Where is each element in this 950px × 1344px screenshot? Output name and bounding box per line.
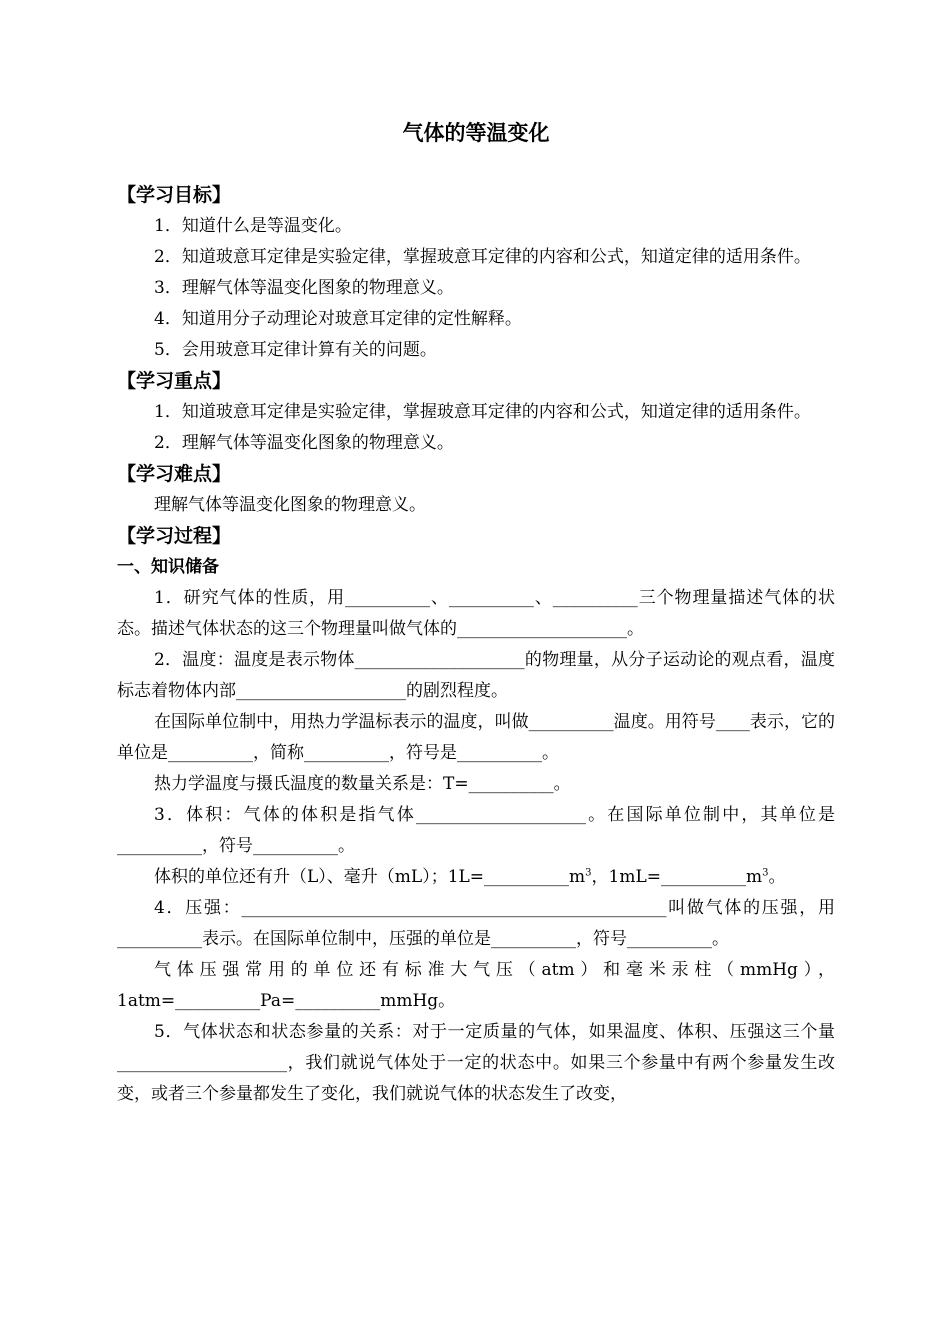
question-3-units [117,862,835,893]
key-point-item: 1．知道玻意耳定律是实验定律，掌握玻意耳定律的内容和公式，知道定律的适用条件。 [154,402,811,422]
section-heading-key-points: 【学习重点】 [117,370,232,392]
question-2: 2．温度：温度是表示物体____________________的物理量，从分子运动论的观点看，温度标志着物体内部____________________的剧烈程度。 [117,650,835,701]
question-1: 1．研究气体的性质，用__________、__________、__________三个物理量描述气体的状态。描述气体状态的这三个物理量叫做气体的____________________。 [117,588,835,639]
question-5: 5．气体状态和状态参量的关系：对于一定质量的气体，如果温度、体积、压强这三个量____________________，我们就说气体处于一定的状态中。如果三个参量中有两个参量发生改变，或者三个参量都发生了变化，我们就说气体的状态发生了改变， [117,1022,835,1104]
goal-item: 4．知道用分子动理论对玻意耳定律的定性解释。 [154,309,522,329]
question-2-relation: 热力学温度与摄氏温度的数量关系是：T=__________。 [154,774,571,794]
goal-item: 3．理解气体等温变化图象的物理意义。 [154,278,454,298]
question-4-units: 气体压强常用的单位还有标准大气压（atm）和毫米汞柱（mmHg），1atm=__________Pa=__________mmHg。 [117,960,835,1011]
section-heading-goals: 【学习目标】 [117,184,232,206]
section-heading-process: 【学习过程】 [117,525,232,547]
difficulty-item: 理解气体等温变化图象的物理意义。 [154,495,426,515]
document-body [117,180,835,1110]
section-heading-difficulty: 【学习难点】 [117,463,232,485]
goal-item: 1．知道什么是等温变化。 [154,216,352,236]
superscript-3: 3 [762,867,769,879]
volume-units-end: 。 [768,867,786,887]
question-2-units: 在国际单位制中，用热力学温标表示的温度，叫做__________温度。用符号____表示，它的单位是__________，简称__________，符号是__________。 [117,712,835,763]
key-point-item: 2．理解气体等温变化图象的物理意义。 [154,433,454,453]
superscript-3: 3 [585,867,592,879]
subsection-heading-knowledge: 一、知识储备 [117,557,219,577]
volume-units-text: 体积的单位还有升（L）、毫升（mL）；1L=__________m [154,867,586,887]
volume-units-text-2: ，1mL=__________m [591,867,763,887]
goal-item: 2．知道玻意耳定律是实验定律，掌握玻意耳定律的内容和公式，知道定律的适用条件。 [154,247,811,267]
question-3: 3．体积：气体的体积是指气体____________________。在国际单位制中，其单位是__________，符号__________。 [117,805,835,856]
question-4: 4．压强：__________________________________________________叫做气体的压强，用__________表示。在国际单位制中，压强的单位是__________，符号__________。 [117,898,835,949]
goal-item: 5．会用玻意耳定律计算有关的问题。 [154,340,437,360]
page-title: 气体的等温变化 [402,121,550,145]
